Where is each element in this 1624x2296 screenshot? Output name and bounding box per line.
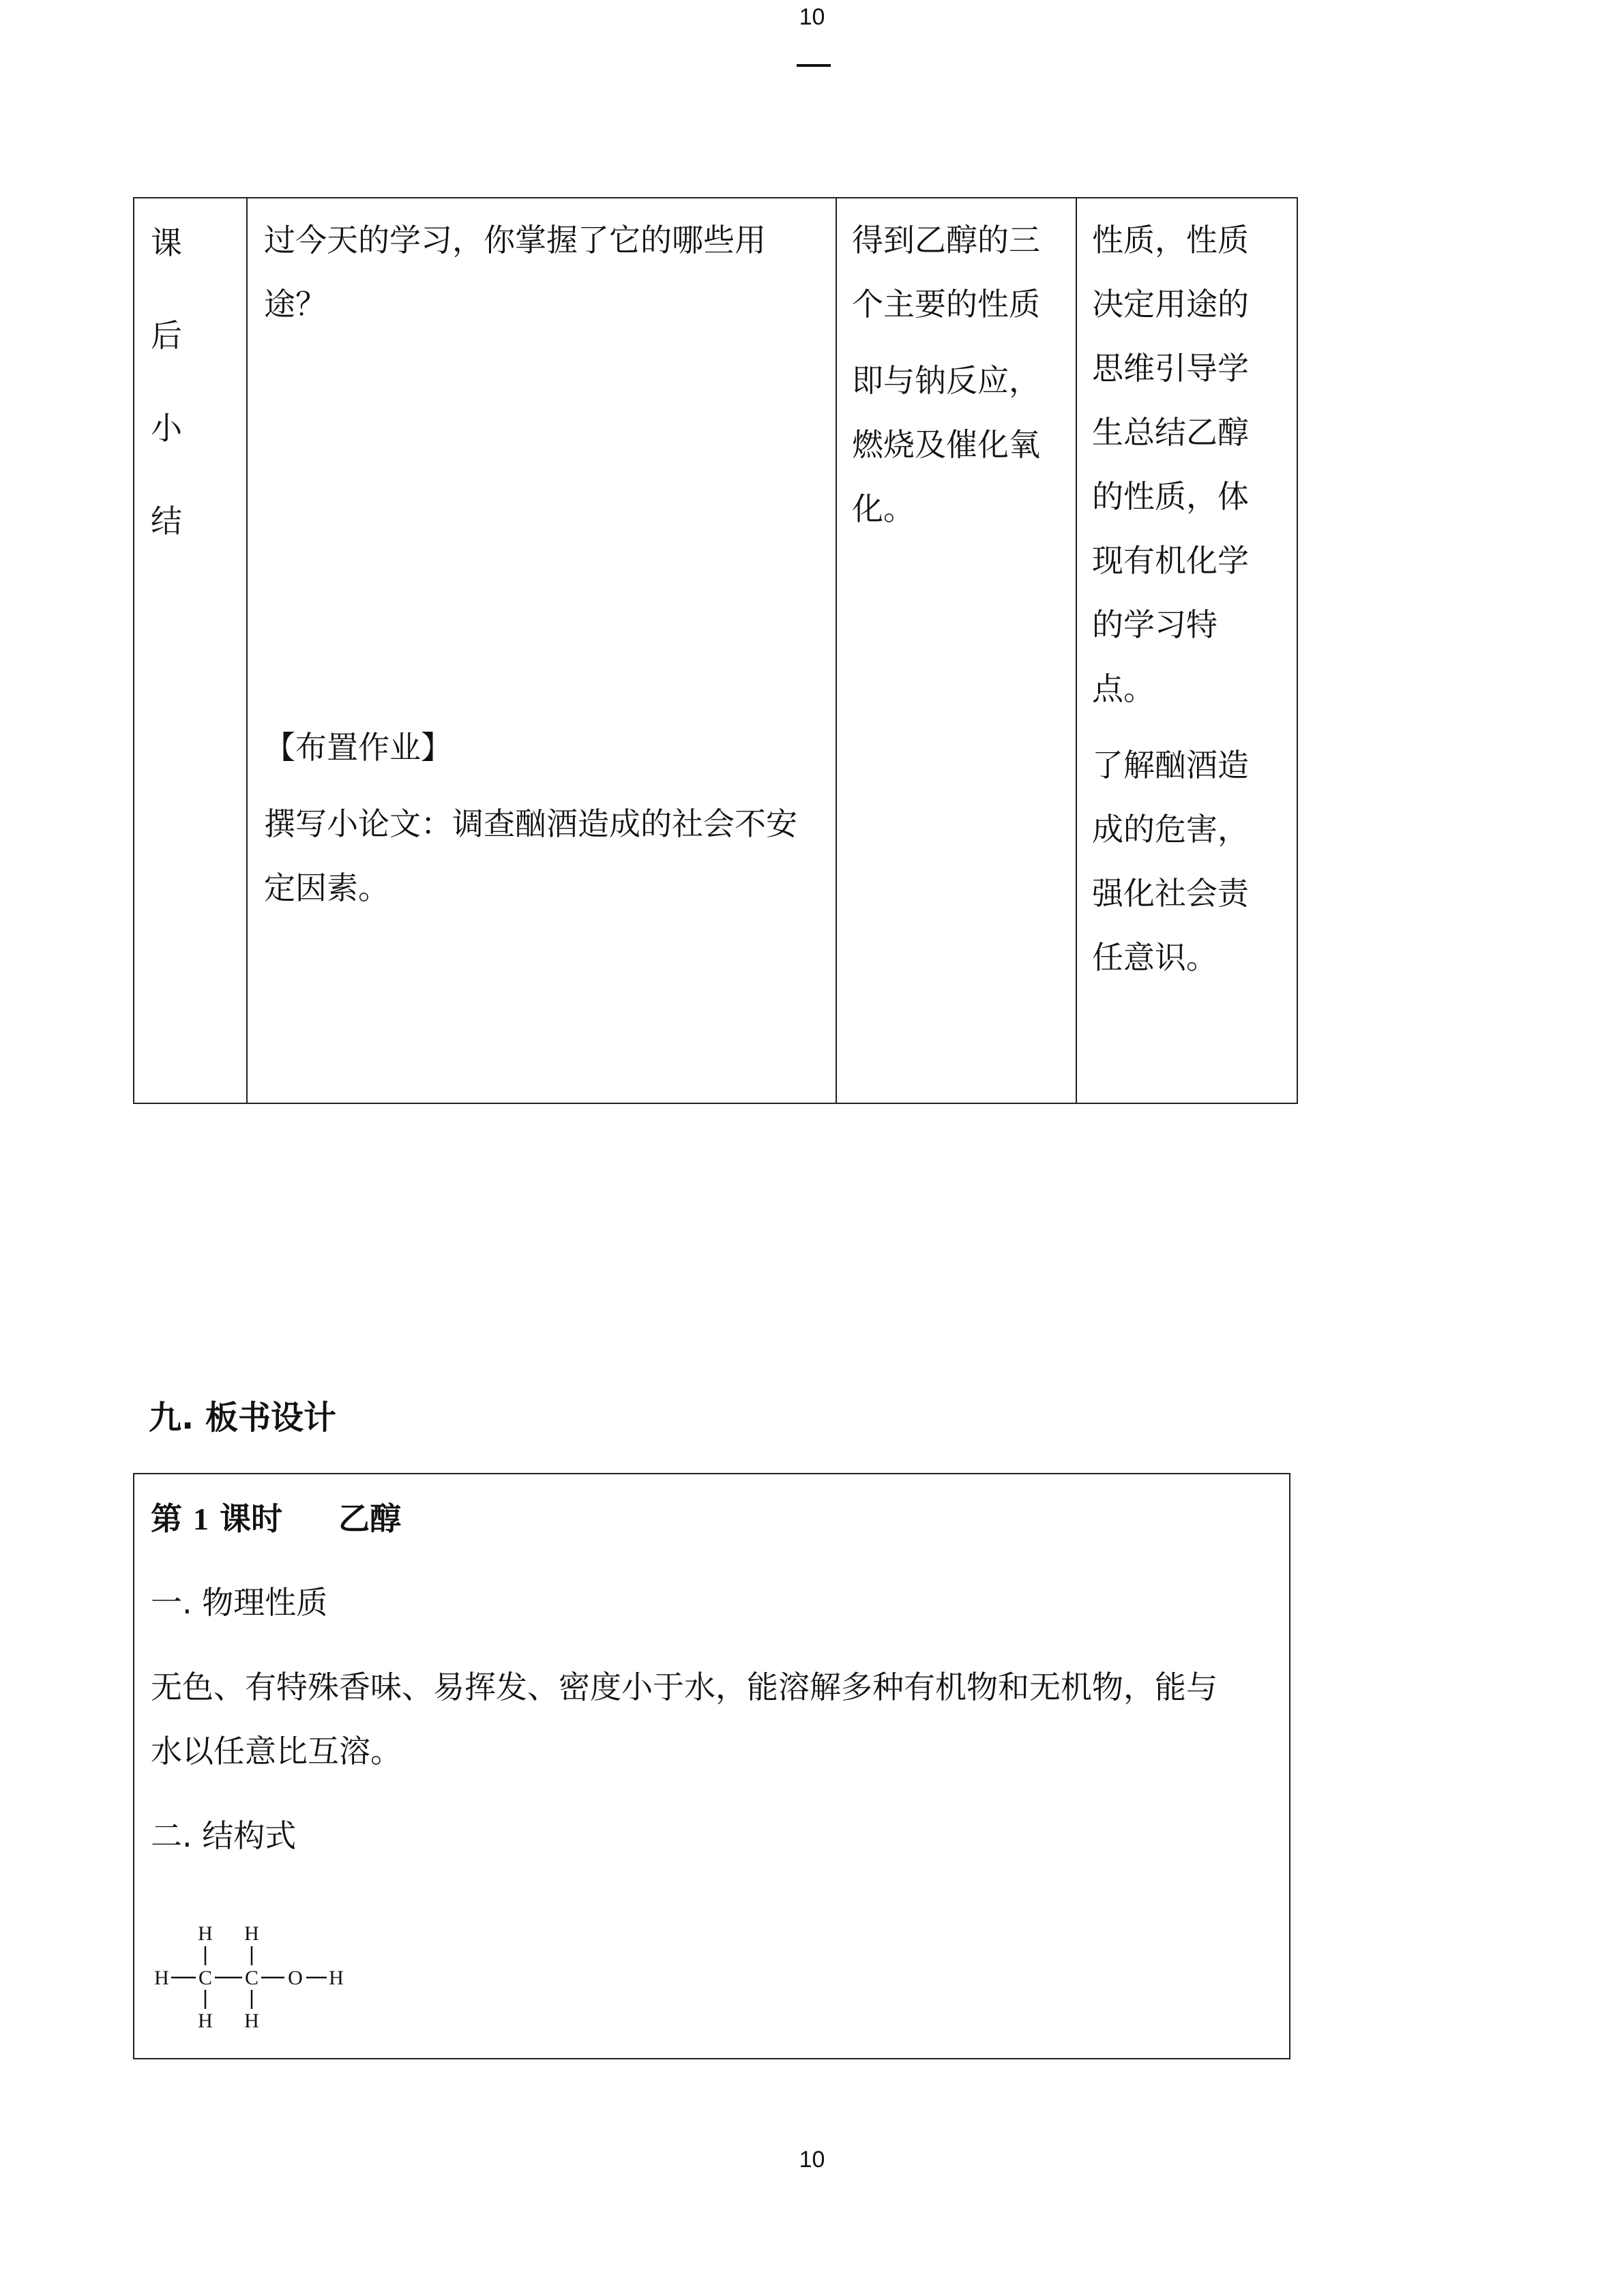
intent-line: 成的危害， [1092, 811, 1249, 848]
homework-title: 【布置作业】 [264, 729, 452, 766]
question-line: 途？ [264, 286, 327, 323]
intent-line: 决定用途的 [1092, 286, 1249, 323]
lesson-title [151, 1488, 1273, 1550]
board-design-box [133, 1473, 1290, 2059]
formula-atom: C [198, 1967, 213, 1989]
homework-line: 撰写小论文：调查酗酒造成的社会不安 [264, 805, 797, 842]
stage-char: 后 [151, 317, 182, 354]
student-line: 个主要的性质 [852, 286, 1040, 323]
intent-line: 任意识。 [1092, 939, 1217, 976]
intent-line: 了解酗酒造 [1092, 747, 1249, 784]
stage-char: 结 [151, 503, 182, 539]
student-line: 化。 [852, 490, 915, 527]
intent-line: 的性质，体 [1092, 478, 1249, 515]
lesson-prefix: 第 [151, 1500, 182, 1537]
intent-line: 生总结乙醇 [1092, 414, 1249, 451]
question-line: 过今天的学习，你掌握了它的哪些用 [264, 222, 766, 258]
teacher-activity-cell [248, 198, 837, 1103]
formula-atom: H [198, 1922, 213, 1945]
formula-atom: C [244, 1967, 259, 1989]
physical-properties-line: 水以任意比互溶。 [151, 1733, 402, 1770]
page-footer-number: 10 [799, 2147, 825, 2173]
lesson-suffix: 课时 [220, 1500, 283, 1537]
intent-line: 思维引导学 [1092, 350, 1249, 387]
section-title: 九. 板书设计 [149, 1399, 336, 1437]
formula-atom: H [244, 2010, 259, 2032]
stage-char: 小 [151, 410, 182, 447]
intent-line: 点。 [1092, 670, 1155, 707]
header-rule [797, 64, 831, 67]
ethanol-structural-formula [134, 1911, 366, 2047]
formula-atom: H [329, 1967, 344, 1989]
student-activity-cell [837, 198, 1077, 1103]
heading-structural-formula: 二. 结构式 [151, 1817, 297, 1854]
intent-line: 性质，性质 [1092, 222, 1249, 258]
lesson-summary-table [133, 197, 1298, 1104]
design-intent-cell [1077, 198, 1299, 1103]
physical-properties-line: 无色、有特殊香味、易挥发、密度小于水，能溶解多种有机物和无机物，能与 [151, 1669, 1217, 1705]
lesson-topic: 乙醇 [338, 1500, 402, 1537]
stage-label-cell [134, 198, 248, 1103]
page-header-number: 10 [799, 4, 825, 30]
formula-atom: O [288, 1967, 303, 1989]
heading-physical-properties: 一. 物理性质 [151, 1584, 328, 1621]
formula-atom: H [244, 1922, 259, 1945]
formula-atom: H [154, 1967, 169, 1989]
student-line: 得到乙醇的三 [852, 222, 1040, 258]
intent-line: 的学习特 [1092, 606, 1217, 643]
lesson-number: 1 [193, 1502, 209, 1536]
student-line: 即与钠反应， [852, 362, 1040, 399]
stage-char: 课 [151, 224, 182, 261]
intent-line: 强化社会责 [1092, 875, 1249, 912]
intent-line: 现有机化学 [1092, 542, 1249, 579]
homework-line: 定因素。 [264, 869, 389, 906]
formula-atom: H [198, 2010, 213, 2032]
student-line: 燃烧及催化氧 [852, 426, 1040, 463]
